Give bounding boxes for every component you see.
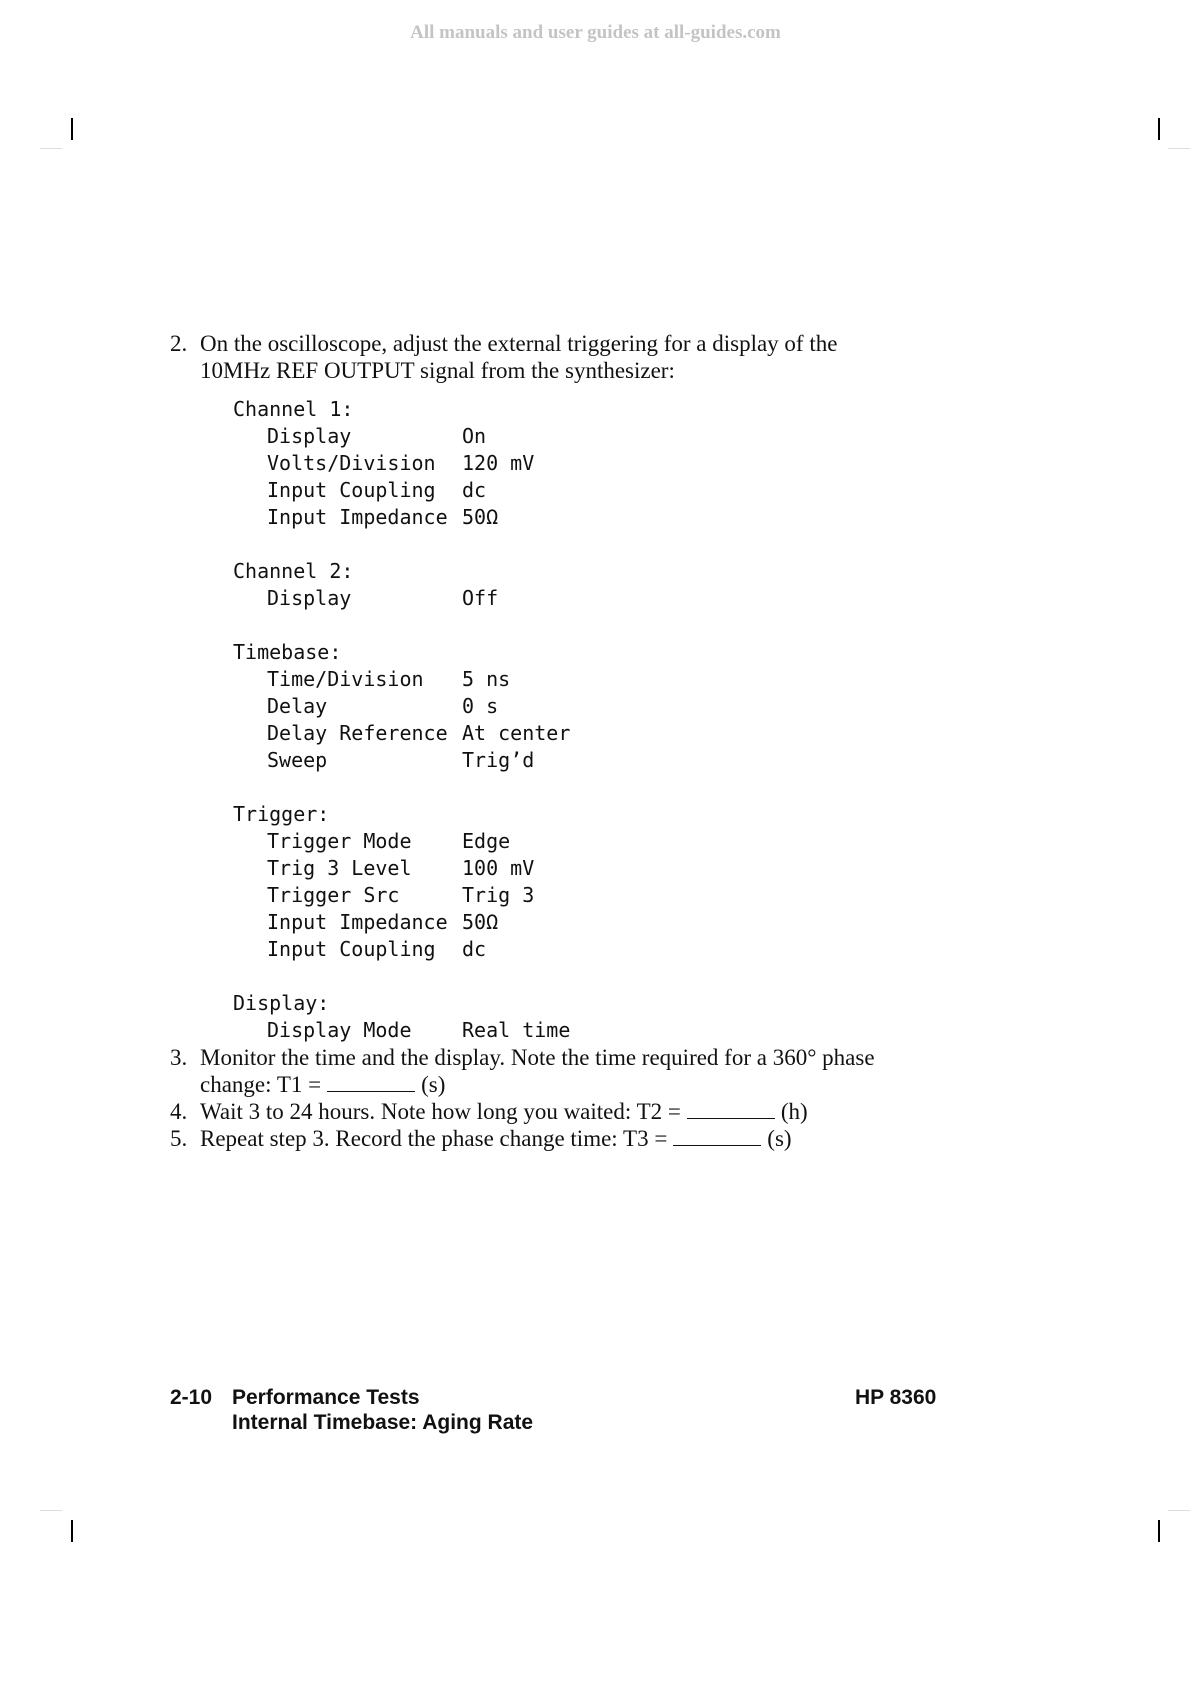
crop-mark-top-left	[71, 118, 73, 140]
step-number: 2.	[170, 331, 188, 356]
blank-line-t3	[673, 1127, 761, 1146]
setting-value: Trig 3	[462, 883, 535, 907]
step-text-line	[200, 1125, 792, 1152]
unit-seconds: (s)	[767, 1126, 792, 1151]
setting-value: On	[462, 424, 487, 448]
setting-value: dc	[462, 937, 487, 961]
setting-key: Input Impedance	[267, 505, 448, 529]
settings-heading: Channel 1:	[233, 397, 354, 421]
unit-seconds: (s)	[421, 1072, 446, 1097]
step-number: 3.	[170, 1045, 188, 1070]
setting-value: 5 ns	[462, 667, 511, 691]
step-number: 4.	[170, 1099, 188, 1124]
setting-key: Display	[267, 424, 352, 448]
step-text-line: On the oscilloscope, adjust the external triggering for a display of the	[200, 331, 838, 356]
field-label-t2: Wait 3 to 24 hours. Note how long you waited: T2 =	[200, 1099, 681, 1124]
setting-value: 50Ω	[462, 505, 499, 529]
unit-hours: (h)	[780, 1099, 808, 1124]
setting-key: Input Coupling	[267, 478, 436, 502]
setting-key: Trigger Mode	[267, 829, 412, 853]
setting-key: Delay	[267, 694, 328, 718]
watermark: All manuals and user guides at all-guides.com	[410, 22, 781, 43]
setting-value: 100 mV	[462, 856, 535, 880]
setting-key: Input Impedance	[267, 910, 448, 934]
step-text-line	[200, 1071, 445, 1098]
crop-mark-top-right-h	[1168, 148, 1190, 149]
crop-mark-bottom-right	[1158, 1520, 1160, 1542]
setting-key: Trig 3 Level	[267, 856, 412, 880]
setting-key: Time/Division	[267, 667, 424, 691]
setting-value: Trig’d	[462, 748, 535, 772]
crop-mark-top-right	[1158, 118, 1160, 140]
setting-value: 50Ω	[462, 910, 499, 934]
setting-key: Sweep	[267, 748, 328, 772]
setting-key: Display	[267, 586, 352, 610]
setting-key: Trigger Src	[267, 883, 400, 907]
setting-key: Input Coupling	[267, 937, 436, 961]
step-number: 5.	[170, 1126, 188, 1151]
crop-mark-bottom-right-h	[1168, 1510, 1190, 1511]
settings-heading: Timebase:	[233, 640, 342, 664]
field-label-t1: change: T1 =	[200, 1072, 322, 1097]
step-text-line: Monitor the time and the display. Note the time required for a 360° phase	[200, 1045, 875, 1070]
setting-value: 120 mV	[462, 451, 535, 475]
crop-mark-bottom-left	[71, 1520, 73, 1542]
footer-product-name: HP 8360	[855, 1386, 937, 1409]
footer-section-title: Performance Tests	[232, 1386, 420, 1409]
setting-value: Off	[462, 586, 499, 610]
settings-heading: Display:	[233, 991, 330, 1015]
setting-value: Real time	[462, 1018, 571, 1042]
settings-heading: Trigger:	[233, 802, 330, 826]
footer-subsection-title: Internal Timebase: Aging Rate	[232, 1411, 534, 1434]
setting-key: Volts/Division	[267, 451, 436, 475]
blank-line-t2	[687, 1100, 775, 1119]
page-number: 2-10	[170, 1386, 213, 1409]
crop-mark-bottom-left-h	[40, 1510, 62, 1511]
setting-key: Delay Reference	[267, 721, 448, 745]
setting-value: dc	[462, 478, 487, 502]
setting-value: At center	[462, 721, 571, 745]
crop-mark-top-left-h	[40, 148, 62, 149]
setting-value: Edge	[462, 829, 511, 853]
blank-line-t1	[327, 1073, 415, 1092]
setting-key: Display Mode	[267, 1018, 412, 1042]
step-text-line: 10MHz REF OUTPUT signal from the synthesizer:	[200, 358, 675, 383]
step-text-line	[200, 1098, 808, 1125]
field-label-t3: Repeat step 3. Record the phase change time: T3 =	[200, 1126, 668, 1151]
setting-value: 0 s	[462, 694, 499, 718]
settings-heading: Channel 2:	[233, 559, 354, 583]
